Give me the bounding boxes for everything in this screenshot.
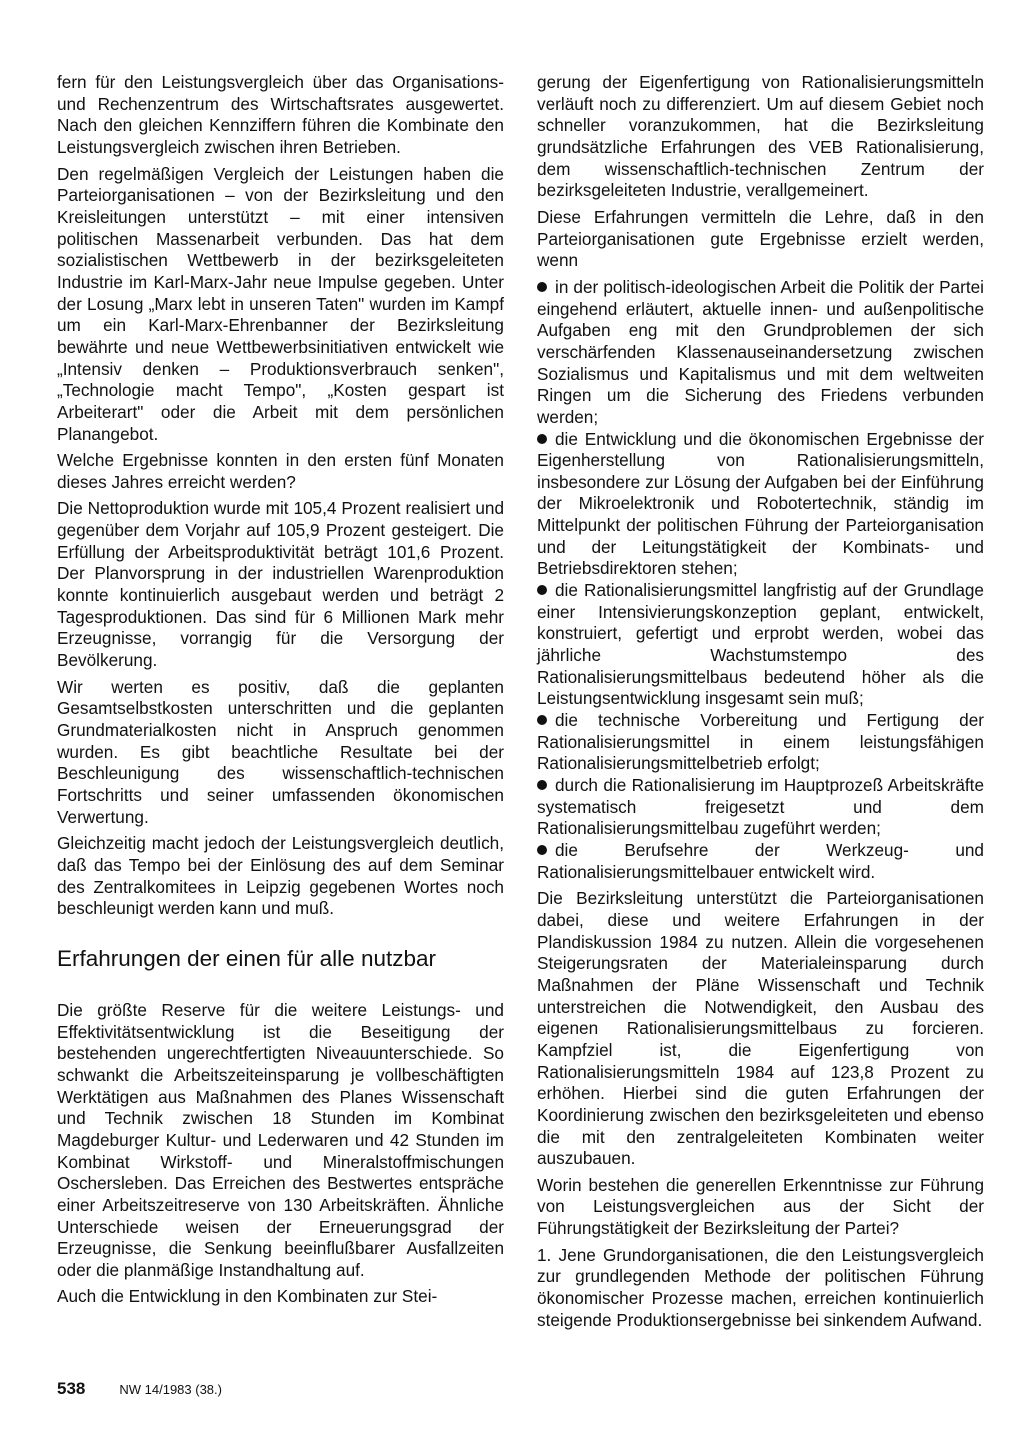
bullet-icon	[537, 715, 547, 725]
bullet-text: die Rationalisierungsmittel langfristig auf der Grundlage einer Intensivierungskonzeption geplant, entwickelt, konstruiert, gefertigt und erprobt werden, wobei das jährliche Wachstumstempo des Rationalisierungsmittelbaus bedeutend höher als die Leistungsentwicklung insgesamt sein muß;	[537, 580, 984, 709]
right-column	[537, 72, 984, 1336]
bullet-item	[537, 840, 984, 883]
bullet-text: die Entwicklung und die ökonomischen Ergebnisse der Eigenherstellung von Rationalisierungsmitteln, insbesondere zur Lösung der Aufgaben bei der Einführung der Mikroelektronik und Robotertechnik, ständig im Mittelpunkt der politischen Führung der Parteiorganisation und der Leitungstätigkeit der Kombinats- und Betriebsdirektoren stehen;	[537, 428, 984, 579]
bullet-icon	[537, 780, 547, 790]
paragraph: Welche Ergebnisse konnten in den ersten fünf Monaten dieses Jahres erreicht werden?	[57, 450, 504, 492]
paragraph: 1. Jene Grundorganisationen, die den Leistungsvergleich zur grundlegenden Methode der politischen Führung ökonomischer Prozesse machen, erreichen kontinuierlich steigende Produktionsergebnisse bei sinkendem Aufwand.	[537, 1244, 984, 1330]
bullet-icon	[537, 845, 547, 855]
bullet-icon	[537, 585, 547, 595]
bullet-text: durch die Rationalisierung im Hauptprozeß Arbeitskräfte systematisch freigesetzt und dem Rationalisierungsmittelbau zugeführt werden;	[537, 775, 984, 839]
bullet-icon	[537, 434, 547, 444]
bullet-icon	[537, 282, 547, 292]
bullet-text: die technische Vorbereitung und Fertigung der Rationalisierungsmittel in einem leistungsfähigen Rationalisierungsmittelbetrieb erfolgt;	[537, 710, 984, 774]
paragraph: Worin bestehen die generellen Erkenntnisse zur Führung von Leistungsvergleichen aus der Sicht der Führungstätigkeit der Bezirksleitung der Partei?	[537, 1174, 984, 1239]
bullet-item	[537, 580, 984, 710]
bullet-text: die Berufsehre der Werkzeug- und Rationalisierungsmittelbauer entwickelt wird.	[537, 839, 984, 882]
left-column	[57, 72, 504, 1313]
bullet-item	[537, 710, 984, 775]
paragraph: Die Bezirksleitung unterstützt die Parteiorganisationen dabei, diese und weitere Erfahrungen in der Plandiskussion 1984 zu nutzen. Allein die vorgesehenen Steigerungsraten der Materialeinsparung durch Maßnahmen der Pläne Wissenschaft und Technik unterstreichen die Notwendigkeit, den Ausbau des eigenen Rationalisierungsmittelbaus zu forcieren. Kampfziel ist, die Eigenfertigung von Rationalisierungsmitteln 1984 auf 123,8 Prozent zu erhöhen. Hierbei sind die guten Erfahrungen der Koordinierung zwischen den bezirksgeleiteten und ebenso die mit den zentralgeleiteten Kombinaten weiter auszubauen.	[537, 888, 984, 1169]
paragraph: Auch die Entwicklung in den Kombinaten zur Stei-	[57, 1286, 438, 1307]
paragraph: Den regelmäßigen Vergleich der Leistungen haben die Parteiorganisationen – von der Bezirksleitung und den Kreisleitungen unterstützt – mit einer intensiven politischen Massenarbeit verbunden. Das hat dem sozialistischen Wettbewerb in der bezirksgeleiteten Industrie im Karl-Marx-Jahr neue Impulse gegeben. Unter der Losung „Marx lebt in unseren Taten" wurden im Kampf um ein Karl-Marx-Ehrenbanner der Bezirksleitung bewährte und neue Wettbewerbsinitiativen entwickelt wie „Intensiv denken – Produktionsverbrauch senken", „Technologie macht Tempo", „Kosten gespart ist Arbeiterart" oder die Arbeit mit dem persönlichen Planangebot.	[57, 163, 504, 444]
paragraph: Die größte Reserve für die weitere Leistungs- und Effektivitätsentwicklung ist die Beseitigung der bestehenden ungerechtfertigten Niveauunterschiede. So schwankt die Arbeitszeiteinsparung je vollbeschäftigten Werktätigen aus Maßnahmen des Planes Wissenschaft und Technik zwischen 18 Stunden im Kombinat Magdeburger Kultur- und Lederwaren und 42 Stunden im Kombinat Wirkstoff- und Mineralstoffmischungen Oschersleben. Das Erreichen des Bestwertes entspräche einer Arbeitszeitreserve von 130 Arbeitskräften. Ähnliche Unterschiede weisen der Erneuerungsgrad der Erzeugnisse, die Senkung beeinflußbarer Ausfallzeiten oder die planmäßige Instandhaltung auf.	[57, 999, 504, 1280]
bullet-item	[537, 775, 984, 840]
paragraph: fern für den Leistungsvergleich über das Organisations- und Rechenzentrum des Wirtschaftsrates ausgewertet. Nach den gleichen Kennziffern führen die Kombinate den Leistungsvergleich zwischen ihren Betrieben.	[57, 72, 504, 157]
paragraph: Wir werten es positiv, daß die geplanten Gesamtselbstkosten unterschritten und die geplanten Grundmaterialkosten nicht in Anspruch genommen wurden. Es gibt beachtliche Resultate bei der Beschleunigung des wissenschaftlich-technischen Fortschritts und seiner umfassenden ökonomischen Verwertung.	[57, 676, 504, 827]
page-footer	[57, 1379, 222, 1400]
bullet-item	[537, 429, 984, 581]
paragraph: Die Nettoproduktion wurde mit 105,4 Prozent realisiert und gegenüber dem Vorjahr auf 105,9 Prozent gesteigert. Die Erfüllung der Arbeitsproduktivität beträgt 101,6 Prozent. Der Planvorsprung in der industriellen Warenproduktion konnte kontinuierlich ausgebaut werden und beträgt 2 Tagesproduktionen. Das sind für 6 Millionen Mark mehr Erzeugnisse, vorrangig für die Versorgung der Bevölkerung.	[57, 498, 504, 671]
paragraph: gerung der Eigenfertigung von Rationalisierungsmitteln verläuft noch zu differenziert. Um auf diesem Gebiet noch schneller voranzukommen, hat die Bezirksleitung grundsätzliche Erfahrungen des VEB Rationalisierung, dem wissenschaftlich-technischen Zentrum der bezirksgeleiteten Industrie, verallgemeinert.	[537, 72, 984, 201]
section-heading: Erfahrungen der einen für alle nutzbar	[57, 945, 436, 971]
bullet-item	[537, 277, 984, 429]
paragraph: Gleichzeitig macht jedoch der Leistungsvergleich deutlich, daß das Tempo bei der Einlösung des auf dem Seminar des Zentralkomitees in Leipzig gegebenen Wortes noch beschleunigt werden kann und muß.	[57, 833, 504, 919]
page-number: 538	[57, 1379, 86, 1398]
paragraph: Diese Erfahrungen vermitteln die Lehre, daß in den Parteiorganisationen gute Ergebnisse erzielt werden, wenn	[537, 206, 984, 271]
issue-label: NW 14/1983 (38.)	[119, 1382, 222, 1397]
bullet-text: in der politisch-ideologischen Arbeit die Politik der Partei eingehend erläutert, aktuelle innen- und außenpolitische Aufgaben eng mit den Grundproblemen der sich verschärfenden Klassenauseinandersetzung zwischen Sozialismus und Kapitalismus und mit dem weltweiten Ringen um die Sicherung des Friedens verbunden werden;	[537, 276, 984, 427]
